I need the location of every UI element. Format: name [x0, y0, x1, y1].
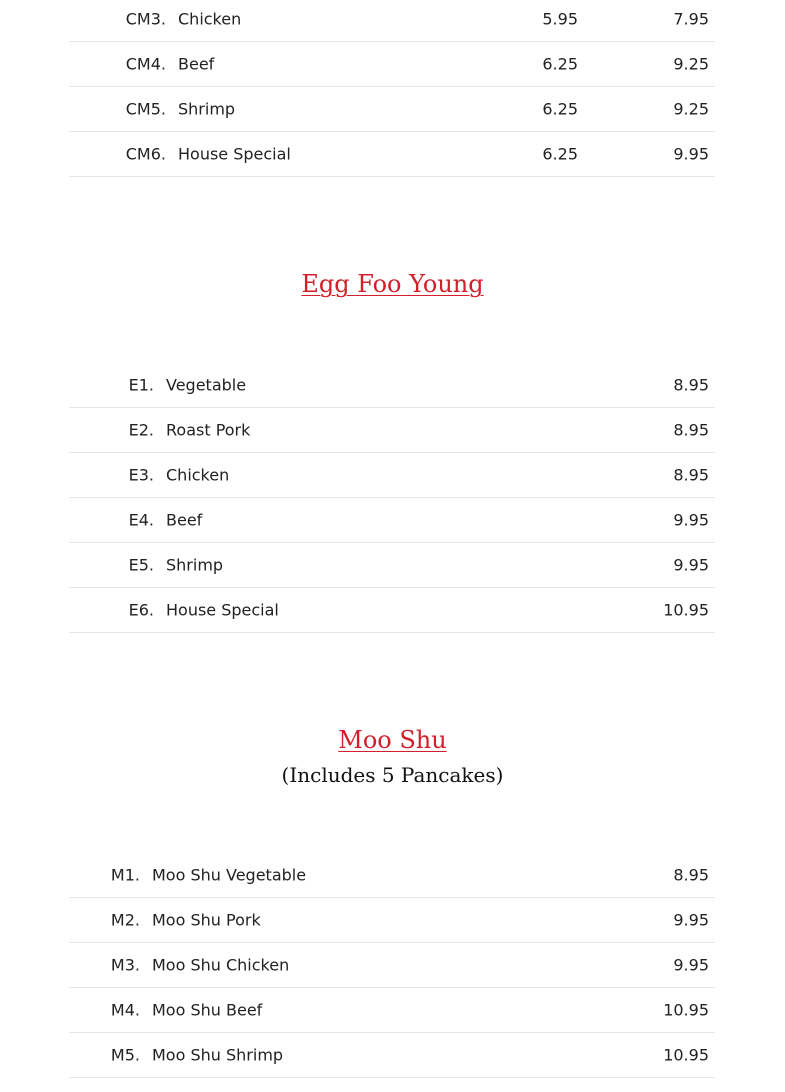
item-code: E5. [128, 555, 154, 575]
item-code: CM6. [125, 144, 166, 164]
item-price: 9.95 [673, 510, 709, 530]
menu-item-row [69, 853, 715, 898]
item-price: 8.95 [673, 420, 709, 440]
item-price: 9.95 [673, 955, 709, 975]
section-title-moo-shu: Moo Shu [338, 726, 447, 754]
menu-item-row [69, 898, 715, 943]
menu-item-row [69, 132, 715, 177]
item-price-large: 9.25 [673, 99, 709, 119]
menu-item-row [69, 588, 715, 633]
menu-item-row [69, 87, 715, 132]
menu-item-row [69, 943, 715, 988]
item-code: E6. [128, 600, 154, 620]
item-code: M1. [110, 865, 140, 885]
item-code: E1. [128, 375, 154, 395]
item-name: Moo Shu Vegetable [152, 865, 307, 885]
item-name: Moo Shu Chicken [152, 955, 290, 975]
item-price-large: 9.95 [673, 144, 709, 164]
menu-item-row [69, 0, 715, 42]
chow-mein-list [69, 0, 715, 177]
item-name: Chicken [166, 465, 230, 485]
menu-item-row [69, 42, 715, 87]
menu-item-row [69, 453, 715, 498]
menu-item-row [69, 543, 715, 588]
item-name: House Special [178, 144, 291, 164]
item-code: CM3. [125, 9, 166, 29]
item-code: M3. [110, 955, 140, 975]
item-code: M5. [110, 1045, 140, 1065]
item-price: 9.95 [673, 555, 709, 575]
menu-item-row [69, 408, 715, 453]
item-code: CM4. [125, 54, 166, 74]
section-title-egg-foo-young: Egg Foo Young [301, 270, 484, 298]
section-subtitle-moo-shu: (Includes 5 Pancakes) [281, 763, 504, 787]
item-name: Moo Shu Shrimp [152, 1045, 284, 1065]
item-price-small: 6.25 [542, 54, 578, 74]
menu-item-row [69, 363, 715, 408]
item-price: 8.95 [673, 375, 709, 395]
item-price: 10.95 [663, 1045, 709, 1065]
item-price-large: 9.25 [673, 54, 709, 74]
item-name: House Special [166, 600, 279, 620]
item-code: M2. [110, 910, 140, 930]
item-price: 10.95 [663, 600, 709, 620]
item-code: M4. [110, 1000, 140, 1020]
item-code: E3. [128, 465, 154, 485]
item-name: Roast Pork [166, 420, 251, 440]
item-price-small: 6.25 [542, 144, 578, 164]
item-code: E4. [128, 510, 154, 530]
item-price: 8.95 [673, 465, 709, 485]
menu-item-row [69, 498, 715, 543]
egg-foo-young-list [69, 363, 715, 633]
item-name: Shrimp [166, 555, 224, 575]
menu-item-row [69, 1033, 715, 1078]
item-price: 10.95 [663, 1000, 709, 1020]
item-price-large: 7.95 [673, 9, 709, 29]
item-name: Beef [166, 510, 203, 530]
item-code: CM5. [125, 99, 166, 119]
item-name: Chicken [178, 9, 242, 29]
item-price: 8.95 [673, 865, 709, 885]
item-name: Moo Shu Beef [152, 1000, 263, 1020]
item-name: Beef [178, 54, 215, 74]
item-price-small: 6.25 [542, 99, 578, 119]
item-name: Shrimp [178, 99, 236, 119]
menu-item-row [69, 988, 715, 1033]
item-name: Vegetable [166, 375, 247, 395]
item-name: Moo Shu Pork [152, 910, 261, 930]
item-price: 9.95 [673, 910, 709, 930]
item-code: E2. [128, 420, 154, 440]
item-price-small: 5.95 [542, 9, 578, 29]
moo-shu-list [69, 853, 715, 1078]
